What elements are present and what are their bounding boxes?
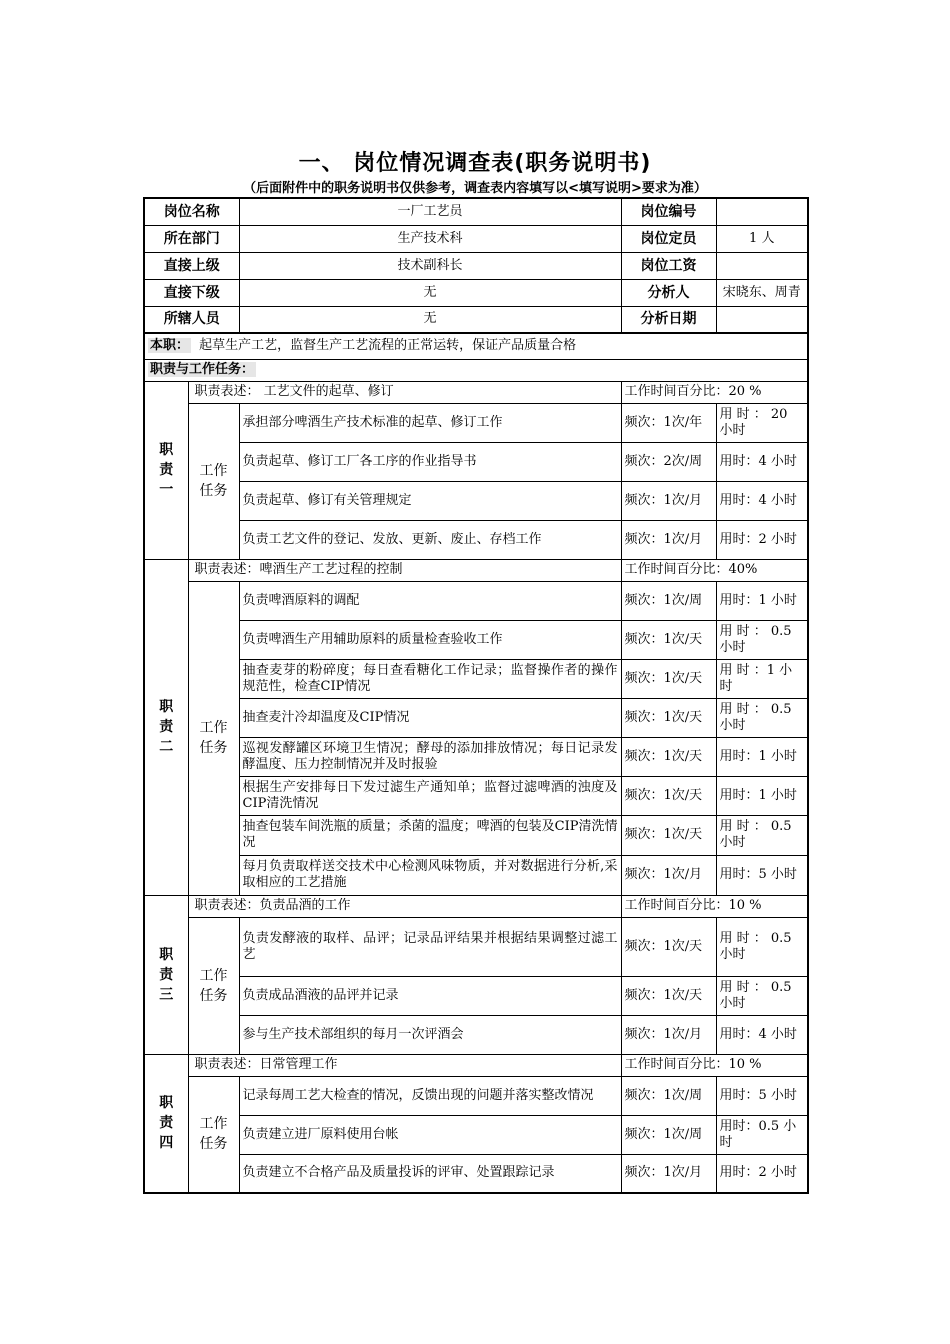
work-task-label-line: 工作 [199, 1116, 228, 1133]
work-task-label-line: 工作 [199, 720, 228, 736]
task-text: 记录每周工艺大检查的情况，反馈出现的问题并落实整改情况 [239, 1076, 621, 1115]
duty-description: 职责表述： 工艺文件的起草、修订 [188, 381, 621, 403]
info-row [144, 225, 808, 252]
main-duty-cell [144, 333, 808, 359]
task-text: 负责成品酒液的品评并记录 [239, 976, 621, 1015]
task-row [144, 403, 808, 442]
task-row [144, 815, 808, 855]
task-frequency: 频次：1次/周 [621, 1115, 716, 1154]
duty-time-percent: 工作时间百分比：20 % [621, 381, 808, 403]
task-frequency: 频次：1次/月 [621, 520, 716, 559]
main-duty-label: 本职： [150, 338, 190, 354]
task-text: 负责起草、修订工厂各工序的作业指导书 [239, 442, 621, 481]
superior-label: 直接上级 [144, 252, 239, 279]
post-name-value: 一厂工艺员 [239, 198, 621, 225]
task-time: 用 时 ：1 小时 [716, 659, 808, 698]
task-frequency: 频次：1次/天 [621, 917, 716, 976]
task-text: 巡视发酵罐区环境卫生情况；酵母的添加排放情况；每日记录发酵温度、压力控制情况并及时报验 [239, 737, 621, 776]
task-frequency: 频次：1次/月 [621, 855, 716, 895]
task-row [144, 1115, 808, 1154]
task-time: 用 时 ： 0.5 小时 [716, 620, 808, 659]
page-title: 一、 岗位情况调查表(职务说明书) [298, 151, 652, 176]
work-task-label [188, 581, 239, 895]
task-time: 用时：1 小时 [716, 581, 808, 620]
duty-name [144, 895, 188, 1054]
duty-name-char: 三 [159, 986, 174, 1003]
duty-time-percent: 工作时间百分比：10 % [621, 1054, 808, 1076]
work-task-label [188, 403, 239, 559]
task-time: 用 时 ： 20 小时 [716, 403, 808, 442]
task-row [144, 520, 808, 559]
task-text: 负责建立进厂原料使用台帐 [239, 1115, 621, 1154]
superior-value: 技术副科长 [239, 252, 621, 279]
task-text: 根据生产安排每日下发过滤生产通知单；监督过滤啤酒的浊度及CIP清洗情况 [239, 776, 621, 815]
task-row [144, 1076, 808, 1115]
task-text: 承担部分啤酒生产技术标准的起草、修订工作 [239, 403, 621, 442]
duty-name-char: 职 [159, 442, 174, 458]
duty-description-row [144, 1054, 808, 1076]
main-duty-text: 起草生产工艺，监督生产工艺流程的正常运转，保证产品质量合格 [199, 338, 577, 354]
subordinate-label: 直接下级 [144, 279, 239, 306]
task-time: 用 时 ： 0.5 小时 [716, 976, 808, 1015]
quota-value: 1 人 [716, 225, 808, 252]
duty-name-char: 责 [159, 719, 174, 735]
task-row [144, 481, 808, 520]
work-task-label-line: 任务 [199, 483, 228, 499]
duty-name-char: 责 [159, 1115, 174, 1132]
duty-name-char: 职 [159, 699, 174, 715]
info-row [144, 279, 808, 306]
task-time: 用时：2 小时 [716, 1154, 808, 1193]
duty-name-char: 责 [159, 966, 174, 983]
task-text: 负责啤酒原料的调配 [239, 581, 621, 620]
task-frequency: 频次：1次/天 [621, 698, 716, 737]
page-subtitle: （后面附件中的职务说明书仅供参考，调查表内容填写以<填写说明>要求为准） [243, 181, 707, 196]
task-frequency: 频次：1次/天 [621, 776, 716, 815]
duty-name-char: 职 [159, 1095, 174, 1112]
task-time: 用时：1 小时 [716, 737, 808, 776]
analyst-value: 宋晓东、周青 [716, 279, 808, 306]
duty-description: 职责表述：啤酒生产工艺过程的控制 [188, 559, 621, 581]
task-frequency: 频次：1次/天 [621, 815, 716, 855]
task-frequency: 频次：1次/天 [621, 620, 716, 659]
task-row [144, 581, 808, 620]
date-label: 分析日期 [621, 306, 716, 333]
task-row [144, 698, 808, 737]
work-task-label [188, 1076, 239, 1193]
duties-heading: 职责与工作任务： [150, 362, 255, 377]
task-frequency: 频次：1次/周 [621, 1076, 716, 1115]
task-row [144, 917, 808, 976]
task-row [144, 620, 808, 659]
dept-label: 所在部门 [144, 225, 239, 252]
task-row [144, 976, 808, 1015]
task-text: 负责建立不合格产品及质量投诉的评审、处置跟踪记录 [239, 1154, 621, 1193]
task-frequency: 频次：1次/天 [621, 976, 716, 1015]
duties-heading-cell [144, 359, 808, 381]
work-task-label [188, 917, 239, 1054]
quota-label: 岗位定员 [621, 225, 716, 252]
duty-description-row [144, 559, 808, 581]
task-frequency: 频次：1次/年 [621, 403, 716, 442]
task-text: 参与生产技术部组织的每月一次评酒会 [239, 1015, 621, 1054]
task-time: 用时：4 小时 [716, 442, 808, 481]
date-value [716, 306, 808, 333]
task-row [144, 737, 808, 776]
dept-value: 生产技术科 [239, 225, 621, 252]
task-frequency: 频次：1次/月 [621, 1015, 716, 1054]
task-time: 用 时 ： 0.5 小时 [716, 698, 808, 737]
task-frequency: 频次：1次/月 [621, 1154, 716, 1193]
info-row [144, 306, 808, 333]
duty-name-char: 二 [159, 739, 174, 755]
duty-name-char: 四 [159, 1135, 174, 1152]
task-time: 用时：5 小时 [716, 855, 808, 895]
task-row [144, 1154, 808, 1193]
duty-name [144, 381, 188, 559]
task-text: 负责工艺文件的登记、发放、更新、废止、存档工作 [239, 520, 621, 559]
task-time: 用时：0.5 小时 [716, 1115, 808, 1154]
duty-description: 职责表述：负责品酒的工作 [188, 895, 621, 917]
duty-description-row [144, 381, 808, 403]
task-row [144, 776, 808, 815]
task-row [144, 659, 808, 698]
subordinate-value: 无 [239, 279, 621, 306]
salary-label: 岗位工资 [621, 252, 716, 279]
task-time: 用时：2 小时 [716, 520, 808, 559]
task-time: 用时：1 小时 [716, 776, 808, 815]
salary-value [716, 252, 808, 279]
task-time: 用 时 ： 0.5 小时 [716, 917, 808, 976]
main-duty-row [144, 333, 808, 359]
analyst-label: 分析人 [621, 279, 716, 306]
duty-name [144, 1054, 188, 1193]
task-frequency: 频次：1次/周 [621, 581, 716, 620]
task-text: 抽查麦汁冷却温度及CIP情况 [239, 698, 621, 737]
task-row [144, 855, 808, 895]
task-text: 负责啤酒生产用辅助原料的质量检查验收工作 [239, 620, 621, 659]
duty-time-percent: 工作时间百分比：40% [621, 559, 808, 581]
work-task-label-line: 工作 [199, 463, 228, 479]
task-frequency: 频次：1次/天 [621, 737, 716, 776]
post-name-label: 岗位名称 [144, 198, 239, 225]
task-text: 抽查包装车间洗瓶的质量；杀菌的温度；啤酒的包装及CIP清洗情况 [239, 815, 621, 855]
task-text: 每月负责取样送交技术中心检测风味物质，并对数据进行分析,采取相应的工艺措施 [239, 855, 621, 895]
duty-name-char: 职 [159, 946, 174, 963]
info-row [144, 198, 808, 225]
task-text: 负责起草、修订有关管理规定 [239, 481, 621, 520]
post-no-label: 岗位编号 [621, 198, 716, 225]
task-frequency: 频次：1次/天 [621, 659, 716, 698]
duty-description: 职责表述：日常管理工作 [188, 1054, 621, 1076]
work-task-label-line: 任务 [199, 987, 228, 1004]
managed-value: 无 [239, 306, 621, 333]
managed-label: 所辖人员 [144, 306, 239, 333]
task-frequency: 频次：2次/周 [621, 442, 716, 481]
duty-name-char: 责 [159, 462, 174, 478]
task-time: 用 时 ： 0.5 小时 [716, 815, 808, 855]
task-row [144, 442, 808, 481]
job-survey-table [143, 197, 809, 1194]
duty-description-row [144, 895, 808, 917]
task-frequency: 频次：1次/月 [621, 481, 716, 520]
work-task-label-line: 工作 [199, 967, 228, 984]
task-row [144, 1015, 808, 1054]
duty-name-char: 一 [159, 482, 174, 498]
info-row [144, 252, 808, 279]
duty-time-percent: 工作时间百分比：10 % [621, 895, 808, 917]
work-task-label-line: 任务 [199, 740, 228, 756]
duty-name [144, 559, 188, 895]
post-no-value [716, 198, 808, 225]
task-text: 抽查麦芽的粉碎度；每日查看糖化工作记录；监督操作者的操作规范性，检查CIP情况 [239, 659, 621, 698]
task-time: 用时：4 小时 [716, 481, 808, 520]
duties-heading-row [144, 359, 808, 381]
task-text: 负责发酵液的取样、品评；记录品评结果并根据结果调整过滤工艺 [239, 917, 621, 976]
work-task-label-line: 任务 [199, 1136, 228, 1153]
task-time: 用时：4 小时 [716, 1015, 808, 1054]
task-time: 用时：5 小时 [716, 1076, 808, 1115]
